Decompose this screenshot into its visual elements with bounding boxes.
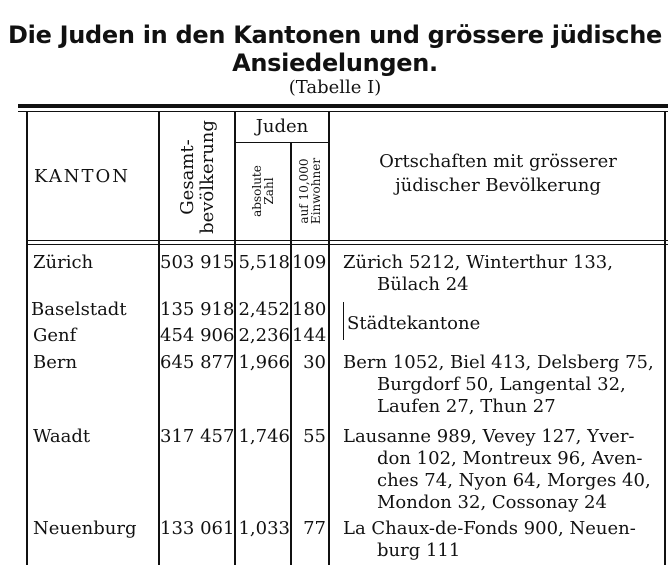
row-zuerich-kanton: Zürich bbox=[33, 252, 94, 273]
row-genf-promille: 144 bbox=[292, 325, 327, 346]
row-neuenburg-gesamt: 133 061 bbox=[160, 518, 235, 539]
header-absolut: absolute Zahl bbox=[250, 165, 276, 217]
row-bern-absolut: 1,966 bbox=[238, 352, 290, 373]
row-baselstadt-promille: 180 bbox=[292, 299, 327, 320]
header-promille: auf 10,000 Einwohner bbox=[297, 157, 323, 225]
header-rule-2 bbox=[28, 244, 668, 245]
header-rule-1 bbox=[28, 240, 668, 241]
row-waadt-gesamt: 317 457 bbox=[160, 426, 235, 447]
row-zuerich-gesamt: 503 915 bbox=[160, 252, 235, 273]
header-ortschaften: Ortschaften mit grösserer jüdischer Bevölkerung bbox=[379, 151, 617, 196]
row-genf-absolut: 2,236 bbox=[238, 325, 290, 346]
staedtekantone-label: Städtekantone bbox=[347, 313, 481, 334]
title-line-2: Ansiedelungen. bbox=[232, 49, 438, 77]
row-zuerich-absolut: 5,518 bbox=[238, 252, 290, 273]
row-neuenburg-kanton: Neuenburg bbox=[33, 518, 137, 539]
row-bern-kanton: Bern bbox=[33, 352, 78, 373]
row-zuerich-ortschaften: Zürich 5212, Winterthur 133, Bülach 24 bbox=[343, 252, 613, 295]
row-waadt-absolut: 1,746 bbox=[238, 426, 290, 447]
row-neuenburg-absolut: 1,033 bbox=[238, 518, 290, 539]
header-kanton: KANTON bbox=[34, 166, 130, 187]
row-genf-kanton: Genf bbox=[33, 325, 77, 346]
row-bern-ortschaften: Bern 1052, Biel 413, Delsberg 75, Burgdorf 50, Langental 32, Laufen 27, Thun 27 bbox=[343, 352, 654, 417]
row-neuenburg-ortschaften: La Chaux-de-Fonds 900, Neuen- burg 111 bbox=[343, 518, 636, 561]
row-waadt-promille: 55 bbox=[303, 426, 326, 447]
top-rule-thin bbox=[18, 111, 668, 112]
row-zuerich-promille: 109 bbox=[292, 252, 327, 273]
header-gesamt: Gesamt- bevölkerung bbox=[177, 120, 218, 234]
row-waadt-kanton: Waadt bbox=[33, 426, 91, 447]
row-genf-gesamt: 454 906 bbox=[160, 325, 235, 346]
row-waadt-ortschaften: Lausanne 989, Vevey 127, Yver- don 102, Montreux 96, Aven- ches 74, Nyon 64, Morges 40, Mondon 32, Cossonay 24 bbox=[343, 426, 651, 513]
row-baselstadt-absolut: 2,452 bbox=[238, 299, 290, 320]
row-bern-gesamt: 645 877 bbox=[160, 352, 235, 373]
row-baselstadt-kanton: Baselstadt bbox=[31, 299, 127, 320]
top-rule-thick bbox=[18, 104, 668, 108]
header-juden: Juden bbox=[255, 116, 309, 137]
row-bern-promille: 30 bbox=[303, 352, 326, 373]
table-subtitle: (Tabelle I) bbox=[288, 77, 382, 98]
left-border bbox=[26, 112, 28, 565]
row-neuenburg-promille: 77 bbox=[303, 518, 326, 539]
title-line-1: Die Juden in den Kantonen und grössere jüdische bbox=[8, 21, 662, 49]
row-baselstadt-gesamt: 135 918 bbox=[160, 299, 235, 320]
